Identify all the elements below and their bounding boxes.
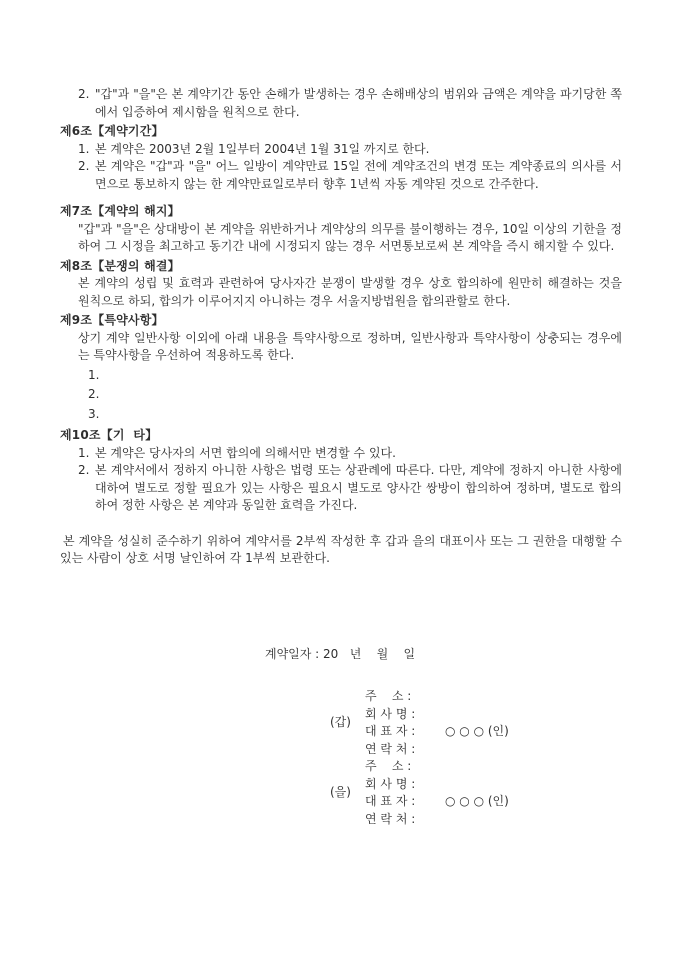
signature-row-address xyxy=(365,688,509,706)
article-9-body: 상기 계약 일반사항 이외에 아래 내용을 특약사항으로 정하며, 일반사항과 특약사항이 상충되는 경우에는 특약사항을 우선하여 적용하도록 한다. xyxy=(78,330,622,362)
item-number: 1. xyxy=(78,445,90,460)
special-item-2: 2. xyxy=(88,387,100,401)
article-10-item-1 xyxy=(78,445,622,463)
field-label-address: 주 소 : xyxy=(365,689,412,703)
field-label-contact: 연 락 처 : xyxy=(365,811,416,826)
article-7-body: "갑"과 "을"은 상대방이 본 계약을 위반하거나 계약상의 의무를 불이행하는 경우, 10일 이상의 기한을 정하여 그 시정을 최고하고 동기간 내에 시정되지 않는 경우 서면통보로써 본 계약을 즉시 해지할 수 있다. xyxy=(78,221,622,253)
field-label-representative: 대 표 자 : xyxy=(365,724,416,738)
field-label-representative: 대 표 자 : xyxy=(365,794,416,808)
closing-paragraph: 본 계약을 성실히 준수하기 위하여 계약서를 2부씩 작성한 후 갑과 을의 대표이사 또는 그 권한을 대행할 수 있는 사람이 상호 서명 날인하여 각 1부씩 보관한다. xyxy=(60,533,622,565)
signature-area xyxy=(60,688,622,828)
signature-row-company xyxy=(365,706,509,724)
item-number: 2. xyxy=(78,159,90,173)
field-label-contact: 연 락 처 : xyxy=(365,741,416,756)
signature-row-company xyxy=(365,776,509,794)
signature-row-contact xyxy=(365,741,509,759)
item-text: 본 계약은 2003년 2월 1일부터 2004년 1월 31일 까지로 한다. xyxy=(95,141,430,156)
article-8-body: 본 계약의 성립 및 효력과 관련하여 당사자간 분쟁이 발생할 경우 상호 합의하에 원만히 해결하는 것을 원칙으로 하되, 합의가 이루어지지 아니하는 경우 서울지방법원을 합의관할로 한다. xyxy=(78,276,622,308)
party-label-eul: (을) xyxy=(330,785,351,800)
article-6-item-2 xyxy=(78,158,622,193)
field-label-address: 주 소 : xyxy=(365,759,412,773)
article-10-item-2 xyxy=(78,462,622,515)
field-label-company: 회 사 명 : xyxy=(365,706,416,721)
article-6-item-1 xyxy=(78,141,622,159)
item-number: 1. xyxy=(78,141,90,156)
article-title-6: 제6조【계약기간】 xyxy=(60,124,164,138)
item-text: 본 계약서에서 정하지 아니한 사항은 법령 또는 상관례에 따른다. 다만, 계약에 정하지 아니한 사항에 대하여 별도로 정할 필요가 있는 사항은 필요시 별도로 양사간 쌍방이 합의하여 정하며, 별도로 합의하여 정한 사항은 본 계약과 동일한 효력을 가진다. xyxy=(95,463,622,512)
signature-block-gap xyxy=(330,688,622,758)
field-label-company: 회 사 명 : xyxy=(365,776,416,791)
article-title-8: 제8조【분쟁의 해결】 xyxy=(60,258,180,273)
item-number: 2. xyxy=(78,463,90,477)
article-title-10: 제10조【기 타】 xyxy=(60,428,158,442)
field-value-representative: ○ ○ ○ (인) xyxy=(445,794,509,808)
prelude-clause-item xyxy=(78,86,622,121)
contract-body xyxy=(60,86,622,828)
article-title-9: 제9조【특약사항】 xyxy=(60,313,164,327)
article-title-7: 제7조【계약의 해지】 xyxy=(60,204,180,218)
signature-row-contact xyxy=(365,811,509,829)
contract-date-line: 계약일자 : 20 년 월 일 xyxy=(265,646,416,661)
item-text: 본 계약은 "갑"과 "을" 어느 일방이 계약만료 15일 전에 계약조건의 변경 또는 계약종료의 의사를 서면으로 통보하지 않는 한 계약만료일로부터 향후 1년씩 자동 계약된 것으로 간주한다. xyxy=(95,159,622,191)
signature-fields-eul xyxy=(365,758,509,828)
item-text: 본 계약은 당사자의 서면 합의에 의해서만 변경할 수 있다. xyxy=(95,445,396,460)
item-number: 2. xyxy=(78,87,90,101)
signature-row-representative xyxy=(365,793,509,811)
item-text: "갑"과 "을"은 본 계약기간 동안 손해가 발생하는 경우 손해배상의 범위와 금액은 계약을 파기당한 쪽에서 입증하여 제시함을 원칙으로 한다. xyxy=(95,87,622,119)
signature-block-eul xyxy=(330,758,622,828)
party-label-gap: (갑) xyxy=(330,715,351,730)
signature-fields-gap xyxy=(365,688,509,758)
signature-row-address xyxy=(365,758,509,776)
signature-row-representative xyxy=(365,723,509,741)
field-value-representative: ○ ○ ○ (인) xyxy=(445,724,509,738)
special-item-3: 3. xyxy=(88,406,100,421)
special-item-1: 1. xyxy=(88,367,100,382)
